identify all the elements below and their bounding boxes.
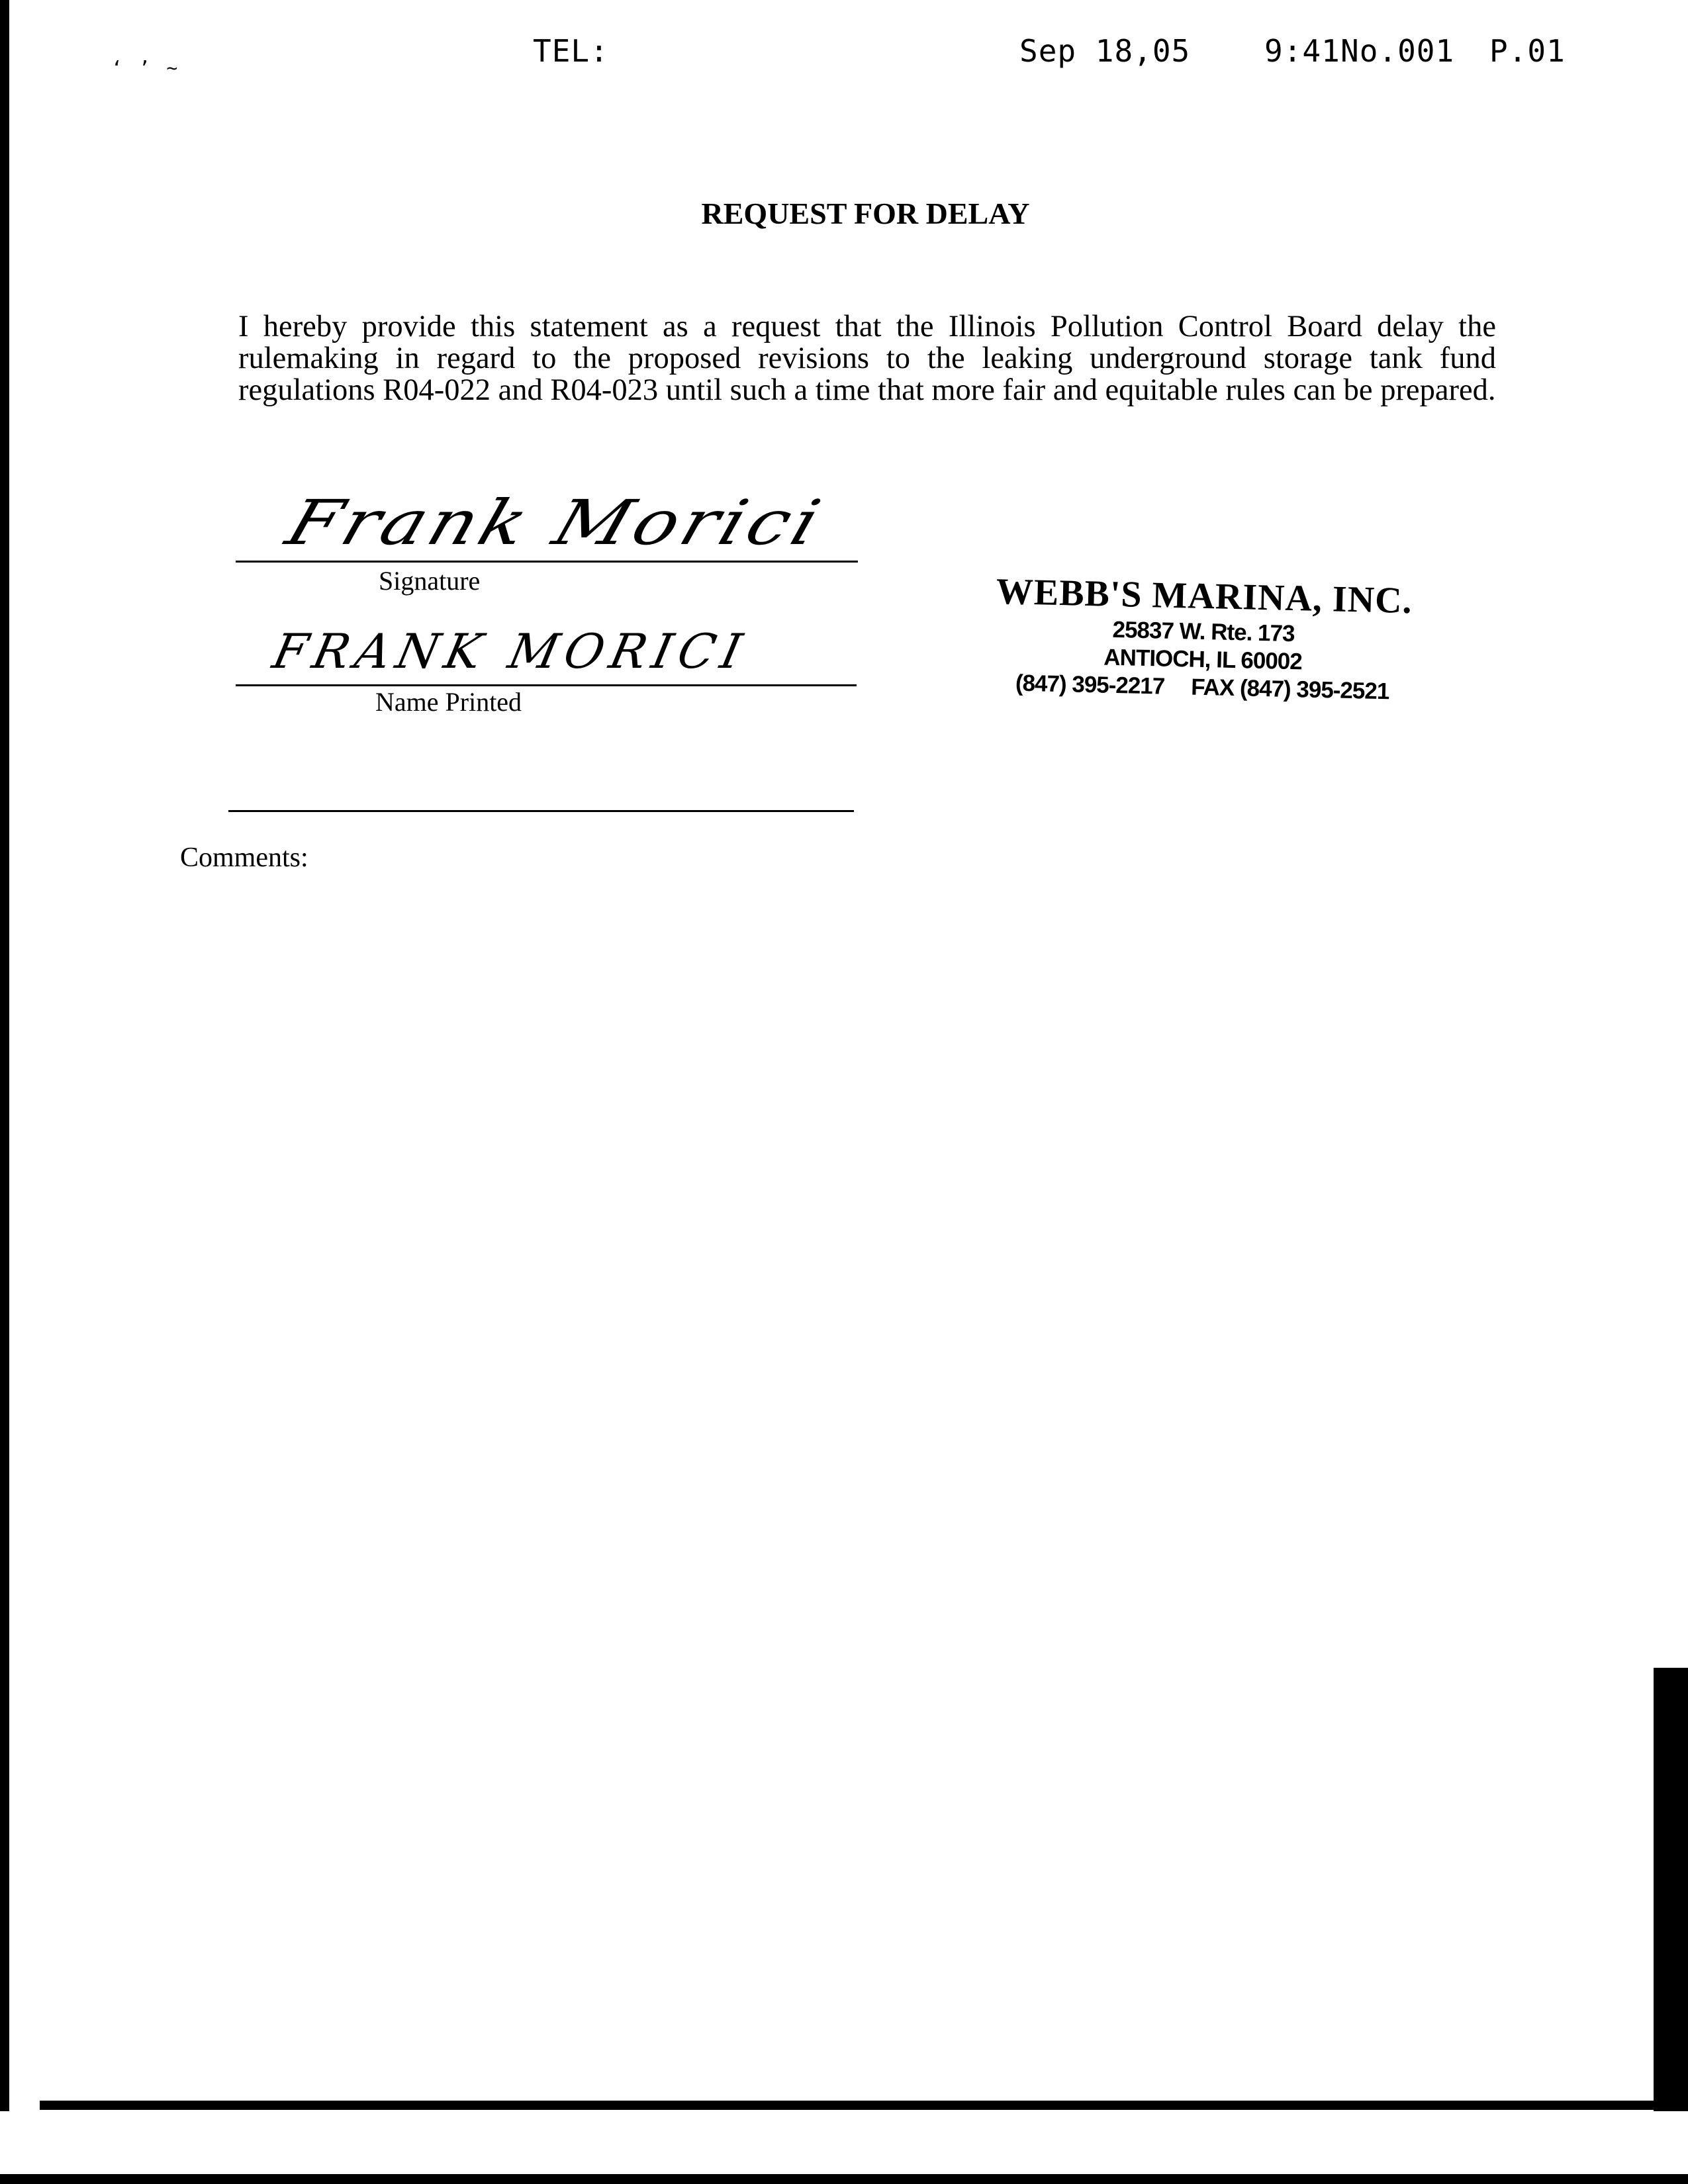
page-border-strip: [0, 2174, 1688, 2184]
stamp-fax: FAX (847) 395-2521: [1190, 674, 1389, 705]
fax-header-page: P.01: [1489, 33, 1566, 69]
fax-header-time: 9:41: [1264, 33, 1340, 69]
fax-header-mark: ‘ ’ ~: [111, 57, 181, 79]
comments-label: Comments:: [180, 842, 308, 873]
document-title: REQUEST FOR DELAY: [701, 197, 1030, 230]
handwritten-signature: Frank Morici: [278, 486, 833, 559]
page-border-left: [0, 0, 9, 2111]
stamp-city: ANTIOCH, IL 60002: [1103, 644, 1303, 675]
page-border-right: [1654, 1668, 1688, 2111]
fax-header-date: Sep 18,05: [1019, 33, 1191, 69]
fax-header-tel: TEL:: [533, 33, 609, 69]
handwritten-name-printed: FRANK MORICI: [268, 623, 753, 679]
stamp-phone: (847) 395-2217: [1015, 670, 1165, 700]
blank-line: [228, 810, 854, 812]
stamp-address: 25837 W. Rte. 173: [1112, 616, 1295, 647]
signature-label: Signature: [379, 566, 481, 596]
name-printed-label: Name Printed: [375, 687, 522, 717]
stamp-company-name: WEBB'S MARINA, INC.: [996, 570, 1413, 622]
request-statement: I hereby provide this statement as a request that the Illinois Pollution Control Board delay the rulemaking in regard to the proposed revisions to the leaking underground storage tank fund regulations R04-022 and R04-023 until such a time that more fair and equitable rules can be prepared.: [238, 310, 1496, 407]
company-stamp: [970, 569, 1436, 707]
page-border-bottom: [40, 2101, 1655, 2110]
fax-header-number: No.001: [1340, 33, 1455, 69]
signature-line: [236, 561, 858, 563]
name-printed-line: [236, 684, 857, 686]
